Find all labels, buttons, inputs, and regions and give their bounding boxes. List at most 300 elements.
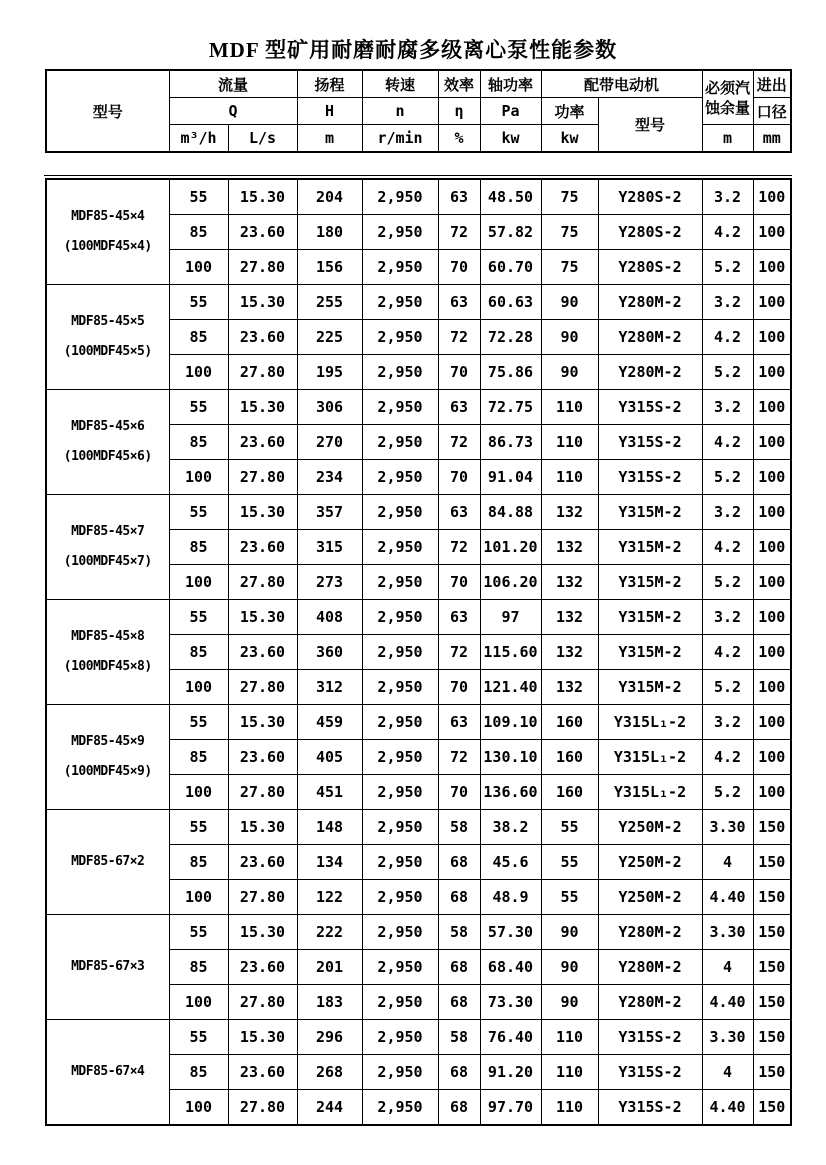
data-cell: 85 — [169, 950, 228, 985]
data-cell: 2,950 — [362, 845, 438, 880]
pump-model-line: (100MDF45×9) — [63, 764, 152, 779]
data-cell: 85 — [169, 215, 228, 250]
data-cell: 222 — [297, 915, 362, 950]
data-cell: 121.40 — [480, 670, 541, 705]
data-cell: 100 — [753, 530, 791, 565]
col-header-speed: 转速 — [362, 70, 438, 98]
data-cell: 57.82 — [480, 215, 541, 250]
data-cell: 85 — [169, 740, 228, 775]
pump-model-line: MDF85-45×9 — [71, 734, 145, 749]
pump-model-line: MDF85-45×5 — [71, 314, 145, 329]
data-cell: 132 — [541, 530, 598, 565]
data-cell: 106.20 — [480, 565, 541, 600]
data-cell: 63 — [438, 179, 480, 215]
data-cell: 150 — [753, 1020, 791, 1055]
header-row-1 — [46, 70, 791, 98]
data-cell: 4.40 — [702, 880, 753, 915]
pump-model-line: MDF85-45×6 — [71, 419, 145, 434]
unit-port: mm — [753, 125, 791, 153]
data-cell: 72 — [438, 215, 480, 250]
data-cell: 132 — [541, 670, 598, 705]
data-cell: 2,950 — [362, 565, 438, 600]
col-header-shaft-power: 轴功率 — [480, 70, 541, 98]
data-cell: Y315M-2 — [598, 635, 702, 670]
data-cell: 4.40 — [702, 1090, 753, 1126]
data-cell: 2,950 — [362, 985, 438, 1020]
symbol-speed: n — [362, 98, 438, 125]
data-cell: 27.80 — [228, 460, 297, 495]
data-cell: 23.60 — [228, 320, 297, 355]
data-cell: 100 — [753, 285, 791, 320]
data-cell: 100 — [753, 320, 791, 355]
data-cell: 15.30 — [228, 390, 297, 425]
data-cell: 85 — [169, 635, 228, 670]
data-cell: 15.30 — [228, 495, 297, 530]
data-cell: 27.80 — [228, 670, 297, 705]
data-cell: Y280S-2 — [598, 179, 702, 215]
col-header-motor-power: 功率 — [541, 98, 598, 125]
data-cell: 2,950 — [362, 810, 438, 845]
pump-model-cell — [46, 915, 169, 1020]
data-cell: 160 — [541, 705, 598, 740]
data-cell: 357 — [297, 495, 362, 530]
data-cell: Y315M-2 — [598, 600, 702, 635]
data-cell: 100 — [753, 775, 791, 810]
data-cell: Y250M-2 — [598, 810, 702, 845]
data-cell: 23.60 — [228, 215, 297, 250]
data-cell: 100 — [753, 460, 791, 495]
data-cell: 150 — [753, 845, 791, 880]
data-cell: Y280S-2 — [598, 215, 702, 250]
data-cell: 268 — [297, 1055, 362, 1090]
pump-model-line: (100MDF45×4) — [63, 239, 152, 254]
data-cell: 85 — [169, 320, 228, 355]
data-cell: 101.20 — [480, 530, 541, 565]
data-cell: Y280M-2 — [598, 285, 702, 320]
data-cell: Y315L₁-2 — [598, 705, 702, 740]
data-cell: 5.2 — [702, 250, 753, 285]
data-cell: 180 — [297, 215, 362, 250]
data-cell: Y315S-2 — [598, 460, 702, 495]
data-cell: 70 — [438, 670, 480, 705]
data-cell: 150 — [753, 950, 791, 985]
data-cell: 63 — [438, 600, 480, 635]
col-header-pump-model: 型号 — [46, 70, 169, 152]
data-cell: 2,950 — [362, 1055, 438, 1090]
data-cell: 306 — [297, 390, 362, 425]
data-cell: 2,950 — [362, 495, 438, 530]
data-cell: 15.30 — [228, 705, 297, 740]
data-cell: 2,950 — [362, 320, 438, 355]
unit-npsh: m — [702, 125, 753, 153]
data-cell: 100 — [753, 565, 791, 600]
data-cell: 3.2 — [702, 179, 753, 215]
data-cell: 273 — [297, 565, 362, 600]
data-cell: 100 — [753, 705, 791, 740]
data-cell: 110 — [541, 460, 598, 495]
data-cell: 296 — [297, 1020, 362, 1055]
data-cell: Y280M-2 — [598, 355, 702, 390]
data-cell: 100 — [753, 215, 791, 250]
data-cell: 75 — [541, 179, 598, 215]
data-cell: 68 — [438, 845, 480, 880]
data-cell: 270 — [297, 425, 362, 460]
data-cell: 3.30 — [702, 915, 753, 950]
data-cell: 408 — [297, 600, 362, 635]
data-cell: 72 — [438, 320, 480, 355]
data-cell: 72 — [438, 740, 480, 775]
data-cell: 136.60 — [480, 775, 541, 810]
data-cell: 150 — [753, 1090, 791, 1126]
data-cell: 27.80 — [228, 250, 297, 285]
data-cell: 2,950 — [362, 670, 438, 705]
data-cell: 100 — [753, 600, 791, 635]
data-cell: 312 — [297, 670, 362, 705]
data-cell: 70 — [438, 565, 480, 600]
data-cell: Y280M-2 — [598, 950, 702, 985]
npsh-label-line1: 必须汽 — [705, 78, 751, 97]
data-cell: 55 — [169, 179, 228, 215]
data-cell: 63 — [438, 495, 480, 530]
data-cell: 60.70 — [480, 250, 541, 285]
data-cell: 75 — [541, 215, 598, 250]
data-cell: 2,950 — [362, 179, 438, 215]
data-cell: 2,950 — [362, 355, 438, 390]
data-cell: 4 — [702, 1055, 753, 1090]
data-cell: 27.80 — [228, 565, 297, 600]
data-cell: 100 — [753, 355, 791, 390]
data-cell: 3.2 — [702, 495, 753, 530]
data-cell: 110 — [541, 425, 598, 460]
data-cell: 86.73 — [480, 425, 541, 460]
col-header-motor: 配带电动机 — [541, 70, 702, 98]
data-cell: 122 — [297, 880, 362, 915]
data-cell: 70 — [438, 250, 480, 285]
col-header-motor-model: 型号 — [598, 98, 702, 153]
data-cell: 15.30 — [228, 600, 297, 635]
data-cell: 315 — [297, 530, 362, 565]
data-cell: 23.60 — [228, 950, 297, 985]
data-cell: Y315M-2 — [598, 565, 702, 600]
data-cell: 27.80 — [228, 880, 297, 915]
data-cell: 132 — [541, 600, 598, 635]
data-cell: 5.2 — [702, 460, 753, 495]
data-cell: 23.60 — [228, 740, 297, 775]
data-cell: 110 — [541, 1090, 598, 1126]
data-cell: 109.10 — [480, 705, 541, 740]
pump-model-line: (100MDF45×5) — [63, 344, 152, 359]
data-cell: 100 — [753, 250, 791, 285]
data-cell: 150 — [753, 915, 791, 950]
data-cell: 63 — [438, 390, 480, 425]
col-header-head: 扬程 — [297, 70, 362, 98]
data-cell: 5.2 — [702, 670, 753, 705]
data-cell: 100 — [753, 390, 791, 425]
unit-shaft-power: kw — [480, 125, 541, 153]
data-cell: 100 — [169, 1090, 228, 1126]
table-row — [46, 600, 791, 635]
pump-model-line: MDF85-45×8 — [71, 629, 145, 644]
data-cell: 5.2 — [702, 775, 753, 810]
data-cell: 58 — [438, 810, 480, 845]
data-cell: Y315M-2 — [598, 530, 702, 565]
data-cell: 100 — [169, 355, 228, 390]
pump-model-line: (100MDF45×8) — [63, 659, 152, 674]
data-cell: 4.2 — [702, 425, 753, 460]
table-row — [46, 285, 791, 320]
data-cell: 100 — [169, 460, 228, 495]
unit-head: m — [297, 125, 362, 153]
table-row — [46, 179, 791, 215]
data-cell: 85 — [169, 1055, 228, 1090]
data-cell: 72 — [438, 635, 480, 670]
data-cell: 91.20 — [480, 1055, 541, 1090]
data-cell: 100 — [753, 635, 791, 670]
data-cell: 55 — [541, 810, 598, 845]
data-cell: Y280M-2 — [598, 985, 702, 1020]
data-cell: 15.30 — [228, 285, 297, 320]
data-cell: 15.30 — [228, 1020, 297, 1055]
unit-speed: r/min — [362, 125, 438, 153]
data-cell: 2,950 — [362, 250, 438, 285]
data-cell: 4.2 — [702, 740, 753, 775]
spec-table-body-wrapper — [44, 175, 792, 1126]
data-cell: 68 — [438, 1055, 480, 1090]
table-row — [46, 390, 791, 425]
data-cell: 2,950 — [362, 775, 438, 810]
pump-model-cell — [46, 810, 169, 915]
data-cell: 68 — [438, 1090, 480, 1126]
data-cell: 2,950 — [362, 915, 438, 950]
data-cell: Y315S-2 — [598, 1090, 702, 1126]
data-cell: 150 — [753, 985, 791, 1020]
data-cell: 5.2 — [702, 355, 753, 390]
data-cell: Y280M-2 — [598, 320, 702, 355]
data-cell: Y315L₁-2 — [598, 775, 702, 810]
data-cell: 4 — [702, 845, 753, 880]
data-cell: Y315M-2 — [598, 495, 702, 530]
data-cell: 2,950 — [362, 1090, 438, 1126]
data-cell: 60.63 — [480, 285, 541, 320]
data-cell: 3.2 — [702, 285, 753, 320]
data-cell: 160 — [541, 740, 598, 775]
data-cell: 68 — [438, 985, 480, 1020]
data-cell: 2,950 — [362, 215, 438, 250]
data-cell: 160 — [541, 775, 598, 810]
data-cell: 73.30 — [480, 985, 541, 1020]
col-header-port-line2: 口径 — [753, 98, 791, 125]
unit-flow-ls: L/s — [228, 125, 297, 153]
data-cell: 3.2 — [702, 390, 753, 425]
data-cell: 100 — [169, 985, 228, 1020]
data-cell: 156 — [297, 250, 362, 285]
data-cell: 2,950 — [362, 1020, 438, 1055]
col-header-npsh — [702, 70, 753, 125]
data-cell: 91.04 — [480, 460, 541, 495]
pump-model-line: (100MDF45×7) — [63, 554, 152, 569]
data-cell: 2,950 — [362, 880, 438, 915]
data-cell: 90 — [541, 355, 598, 390]
data-cell: 55 — [541, 845, 598, 880]
data-cell: 90 — [541, 320, 598, 355]
data-cell: 2,950 — [362, 285, 438, 320]
data-cell: Y315S-2 — [598, 390, 702, 425]
pump-model-cell — [46, 390, 169, 495]
col-header-flow: 流量 — [169, 70, 297, 98]
spec-table-header — [45, 69, 792, 153]
data-cell: 90 — [541, 950, 598, 985]
col-header-efficiency: 效率 — [438, 70, 480, 98]
data-cell: 68 — [438, 950, 480, 985]
data-cell: 23.60 — [228, 425, 297, 460]
data-cell: 27.80 — [228, 985, 297, 1020]
data-cell: 85 — [169, 530, 228, 565]
data-cell: 58 — [438, 1020, 480, 1055]
data-cell: 90 — [541, 915, 598, 950]
symbol-shaft-power: Pa — [480, 98, 541, 125]
data-cell: 3.30 — [702, 1020, 753, 1055]
data-cell: 15.30 — [228, 915, 297, 950]
data-cell: 4.2 — [702, 530, 753, 565]
data-cell: 85 — [169, 845, 228, 880]
data-cell: 68.40 — [480, 950, 541, 985]
data-cell: 97 — [480, 600, 541, 635]
data-cell: 55 — [169, 285, 228, 320]
data-cell: 57.30 — [480, 915, 541, 950]
table-row — [46, 810, 791, 845]
data-cell: 100 — [753, 670, 791, 705]
pump-model-line: MDF85-67×2 — [71, 854, 145, 869]
data-cell: 2,950 — [362, 635, 438, 670]
data-cell: 183 — [297, 985, 362, 1020]
data-cell: 100 — [753, 179, 791, 215]
data-cell: 63 — [438, 285, 480, 320]
data-cell: 90 — [541, 985, 598, 1020]
data-cell: 23.60 — [228, 845, 297, 880]
data-cell: 459 — [297, 705, 362, 740]
data-cell: 204 — [297, 179, 362, 215]
data-cell: Y250M-2 — [598, 845, 702, 880]
data-cell: 23.60 — [228, 530, 297, 565]
data-cell: 110 — [541, 1020, 598, 1055]
data-cell: 72.28 — [480, 320, 541, 355]
data-cell: 45.6 — [480, 845, 541, 880]
data-cell: 55 — [169, 705, 228, 740]
col-header-port-line1: 进出 — [753, 70, 791, 98]
data-cell: 134 — [297, 845, 362, 880]
data-cell: 68 — [438, 880, 480, 915]
data-cell: 15.30 — [228, 810, 297, 845]
data-cell: 76.40 — [480, 1020, 541, 1055]
data-cell: 72 — [438, 530, 480, 565]
data-cell: 244 — [297, 1090, 362, 1126]
symbol-head: H — [297, 98, 362, 125]
data-cell: 115.60 — [480, 635, 541, 670]
table-row — [46, 705, 791, 740]
data-cell: 100 — [169, 670, 228, 705]
pump-model-line: MDF85-45×4 — [71, 209, 145, 224]
unit-motor-power: kw — [541, 125, 598, 153]
npsh-label-line2: 蚀余量 — [705, 98, 751, 117]
data-cell: 58 — [438, 915, 480, 950]
data-cell: 2,950 — [362, 705, 438, 740]
data-cell: 70 — [438, 775, 480, 810]
data-cell: 4.2 — [702, 635, 753, 670]
data-cell: 100 — [169, 565, 228, 600]
symbol-efficiency: η — [438, 98, 480, 125]
data-cell: 48.50 — [480, 179, 541, 215]
data-cell: 55 — [169, 915, 228, 950]
data-cell: 55 — [541, 880, 598, 915]
data-cell: Y315S-2 — [598, 1020, 702, 1055]
pump-model-cell — [46, 285, 169, 390]
data-cell: 201 — [297, 950, 362, 985]
data-cell: 225 — [297, 320, 362, 355]
data-cell: 3.2 — [702, 705, 753, 740]
data-cell: 4.2 — [702, 215, 753, 250]
data-cell: 100 — [169, 775, 228, 810]
data-cell: 85 — [169, 425, 228, 460]
data-cell: 3.30 — [702, 810, 753, 845]
data-cell: 15.30 — [228, 179, 297, 215]
data-cell: 70 — [438, 460, 480, 495]
data-cell: 150 — [753, 1055, 791, 1090]
symbol-flow: Q — [169, 98, 297, 125]
pump-model-cell — [46, 1020, 169, 1126]
unit-efficiency: % — [438, 125, 480, 153]
data-cell: 2,950 — [362, 390, 438, 425]
data-cell: 75.86 — [480, 355, 541, 390]
data-cell: 27.80 — [228, 355, 297, 390]
pump-model-cell — [46, 705, 169, 810]
data-cell: 4 — [702, 950, 753, 985]
data-cell: 2,950 — [362, 460, 438, 495]
data-cell: 55 — [169, 1020, 228, 1055]
table-row — [46, 915, 791, 950]
data-cell: 90 — [541, 285, 598, 320]
data-cell: Y315S-2 — [598, 1055, 702, 1090]
data-cell: 195 — [297, 355, 362, 390]
data-cell: 150 — [753, 810, 791, 845]
data-cell: 100 — [169, 880, 228, 915]
pump-model-line: MDF85-67×4 — [71, 1064, 145, 1079]
data-cell: 360 — [297, 635, 362, 670]
pump-model-cell — [46, 495, 169, 600]
pump-model-line: MDF85-45×7 — [71, 524, 145, 539]
data-cell: 55 — [169, 495, 228, 530]
data-cell: Y280S-2 — [598, 250, 702, 285]
data-cell: 55 — [169, 810, 228, 845]
data-cell: Y315M-2 — [598, 670, 702, 705]
data-cell: 4.40 — [702, 985, 753, 1020]
data-cell: 2,950 — [362, 600, 438, 635]
data-cell: 27.80 — [228, 1090, 297, 1126]
data-cell: 100 — [753, 740, 791, 775]
data-cell: 23.60 — [228, 1055, 297, 1090]
data-cell: 3.2 — [702, 600, 753, 635]
data-cell: 84.88 — [480, 495, 541, 530]
pump-model-cell — [46, 600, 169, 705]
data-cell: 100 — [753, 495, 791, 530]
data-cell: 4.2 — [702, 320, 753, 355]
data-cell: 75 — [541, 250, 598, 285]
data-cell: 55 — [169, 390, 228, 425]
data-cell: 150 — [753, 880, 791, 915]
data-cell: 255 — [297, 285, 362, 320]
data-cell: 48.9 — [480, 880, 541, 915]
unit-flow-m3h: m³/h — [169, 125, 228, 153]
data-cell: 234 — [297, 460, 362, 495]
